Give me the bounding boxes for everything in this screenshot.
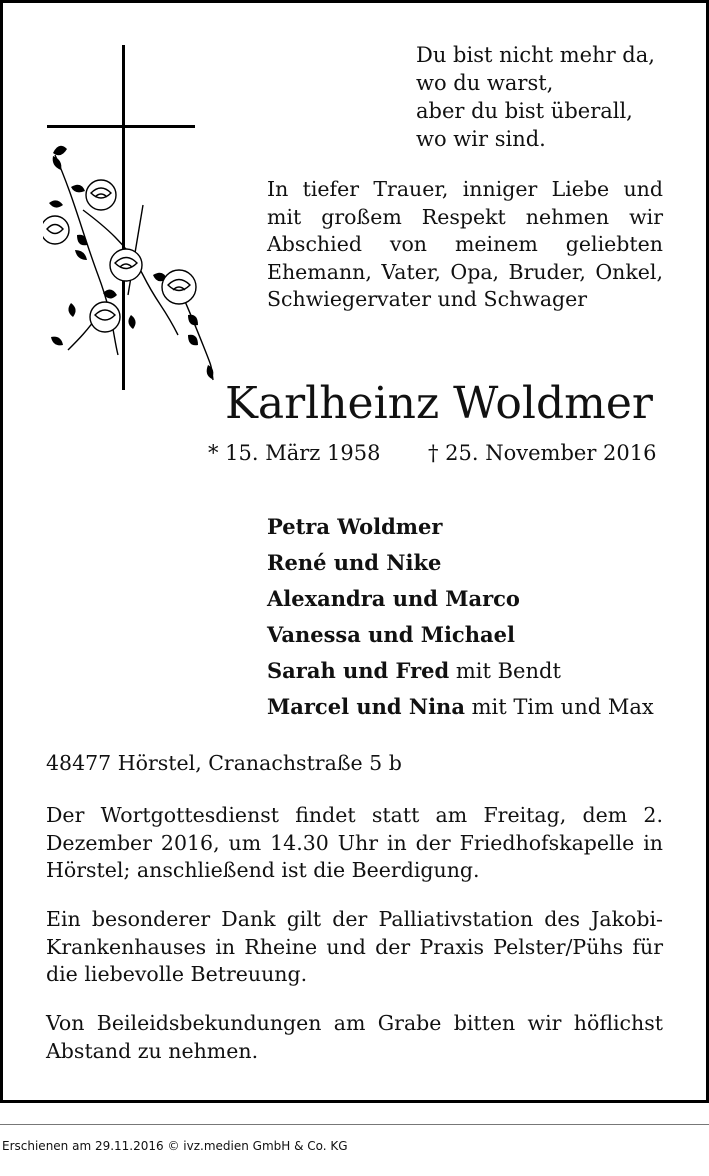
family-member: Alexandra und Marco (267, 586, 520, 611)
service-notice: Der Wortgottesdienst findet statt am Freitag, dem 2. Dezember 2016, um 14.30 Uhr in der Friedhofskapelle in Hörstel; anschließend ist die Beerdigung. (46, 803, 663, 882)
thanks-notice: Ein besonderer Dank gilt der Palliativstation des Jakobi-Krankenhauses in Rheine und der Praxis Pelster/Pühs für die liebevolle Betreuung. (46, 907, 663, 986)
footer-divider (0, 1124, 709, 1125)
deceased-name: Karlheinz Woldmer (225, 378, 653, 429)
poem-line: Du bist nicht mehr da, (416, 43, 655, 67)
address: 48477 Hörstel, Cranachstraße 5 b (46, 751, 402, 775)
death-date: † 25. November 2016 (428, 441, 657, 465)
family-member: Vanessa und Michael (267, 622, 515, 647)
family-member: Marcel und Nina mit Tim und Max (267, 694, 654, 719)
cross-with-roses-icon (43, 45, 223, 395)
publication-footer: Erschienen am 29.11.2016 © ivz.medien GmbH & Co. KG (2, 1139, 348, 1153)
intro-text: In tiefer Trauer, inniger Liebe und mit großem Respekt nehmen wir Abschied von meinem geliebten Ehemann, Vater, Opa, Bruder, Onkel, Schwiegervater und Schwager (267, 177, 663, 311)
poem-line: wo du warst, (416, 71, 554, 95)
poem (416, 41, 655, 153)
birth-date: * 15. März 1958 (208, 441, 381, 465)
family-member: Petra Woldmer (267, 514, 443, 539)
family-member: Sarah und Fred mit Bendt (267, 658, 561, 683)
family-member: René und Nike (267, 550, 442, 575)
condolences-notice: Von Beileidsbekundungen am Grabe bitten wir höflichst Abstand zu nehmen. (46, 1011, 663, 1063)
poem-line: aber du bist überall, (416, 99, 633, 123)
family-list (267, 509, 654, 725)
poem-line: wo wir sind. (416, 127, 546, 151)
